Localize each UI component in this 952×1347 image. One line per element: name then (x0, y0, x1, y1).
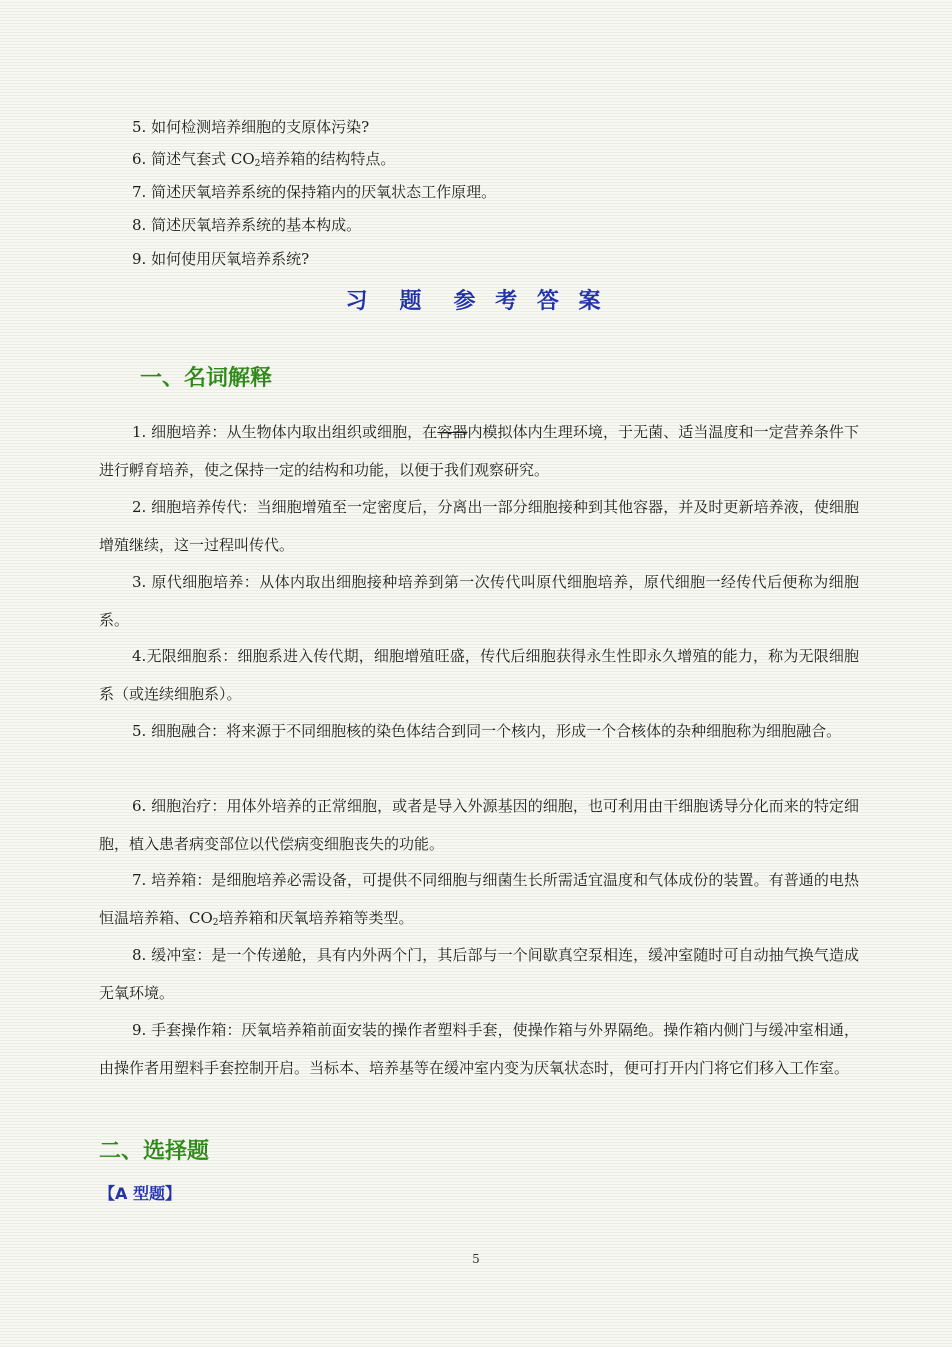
definition-5: 5. 细胞融合：将来源于不同细胞核的染色体结合到同一个核内，形成一个合核体的杂种细胞称为细胞融合。 (132, 722, 842, 740)
question-6: 6. 简述气套式 $CO_2$培养箱的结构特点。 (132, 150, 396, 169)
question-9: 9. 如何使用厌氧培养系统? (132, 250, 310, 268)
definition-3: 3. 原代细胞培养：从体内取出细胞接种培养到第一次传代叫原代细胞培养，原代细胞一经传代后便称为细胞系。 (99, 573, 859, 629)
definition-8: 8. 缓冲室：是一个传递舱，具有内外两个门，其后部与一个间歇真空泵相连，缓冲室随时可自动抽气换气造成无氧环境。 (99, 946, 859, 1002)
type-a-label: 【A 型题】 (99, 1184, 181, 1203)
definition-9: 9. 手套操作箱：厌氧培养箱前面安装的操作者塑料手套，使操作箱与外界隔绝。操作箱内侧门与缓冲室相通，由操作者用塑料手套控制开启。当标本、培养基等在缓冲室内变为厌氧状态时，便可打开内门将它们移入工作室。 (99, 1021, 859, 1077)
question-5: 5. 如何检测培养细胞的支原体污染? (132, 118, 370, 136)
question-7: 7. 简述厌氧培养系统的保持箱内的厌氧状态工作原理。 (132, 183, 497, 201)
section-heading-definitions: 一、名词解释 (140, 366, 273, 391)
section-heading-multiple-choice: 二、选择题 (99, 1139, 210, 1164)
definition-2: 2. 细胞培养传代：当细胞增殖至一定密度后，分离出一部分细胞接种到其他容器，并及时更新培养液，使细胞增殖继续，这一过程叫传代。 (99, 498, 859, 554)
definition-4: 4.无限细胞系：细胞系进入传代期，细胞增殖旺盛，传代后细胞获得永生性即永久增殖的能力，称为无限细胞系（或连续细胞系）。 (99, 647, 859, 703)
definition-6: 6. 细胞治疗：用体外培养的正常细胞，或者是导入外源基因的细胞，也可利用由干细胞诱导分化而来的特定细胞，植入患者病变部位以代偿病变细胞丧失的功能。 (99, 797, 859, 853)
answer-title: 习 题 参 考 答 案 (345, 289, 607, 314)
question-8: 8. 简述厌氧培养系统的基本构成。 (132, 216, 362, 234)
page-number: 5 (472, 1252, 480, 1266)
definition-7: 7. 培养箱：是细胞培养必需设备，可提供不同细胞与细菌生长所需适宜温度和气体成份的装置。有普通的电热恒温培养箱、$CO_2$培养箱和厌氧培养箱等类型。 (99, 871, 859, 928)
definition-1: 1. 细胞培养：从生物体内取出组织或细胞，在容器内模拟体内生理环境，于无菌、适当温度和一定营养条件下进行孵育培养，使之保持一定的结构和功能，以便于我们观察研究。 (99, 423, 859, 479)
